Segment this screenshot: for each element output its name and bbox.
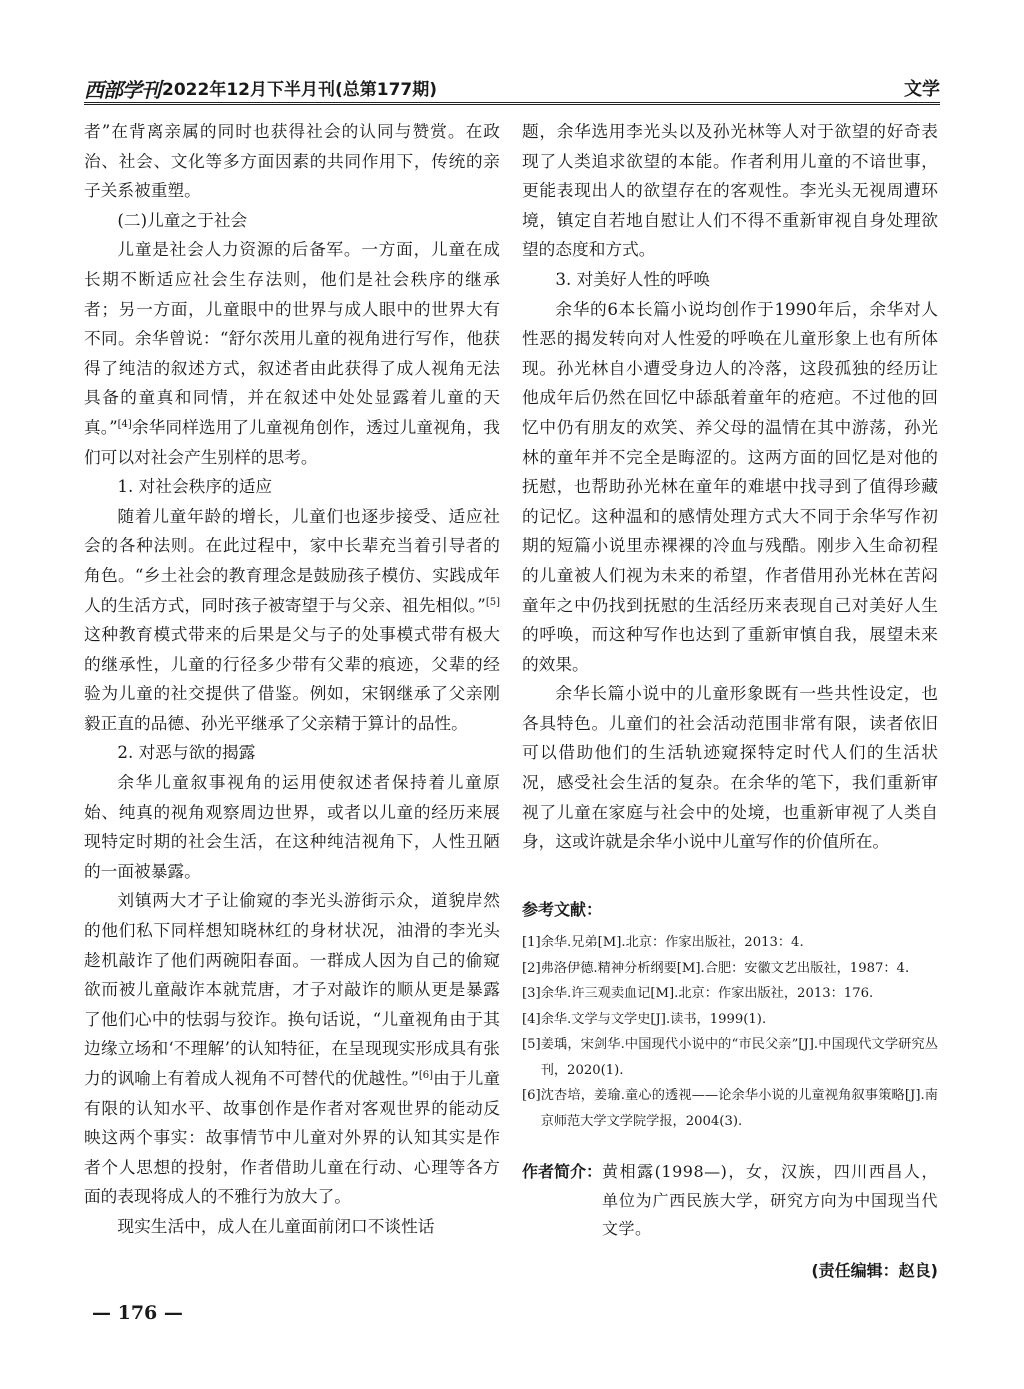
paragraph-text: 刘镇两大才子让偷窥的李光头游街示众，道貌岸然的他们私下同样想知晓林红的身材状况，油滑的李光头趁机敲诈了他们两碗阳春面。一群成人因为自己的偷窥欲而被儿童敲诈本就荒唐，才子对敲诈的顺从更是暴露了他们心中的怯弱与狡诈。换句话说，“儿童视角由于其边缘立场和‘不理解’的认知特征，在呈现现实形成具有张力的讽喻上有着成人视角不可替代的优越性。” — [84, 890, 500, 1088]
journal-logo: 西部学刊 — [84, 78, 160, 102]
page-number: — 176 — — [92, 1302, 183, 1324]
paragraph — [84, 886, 500, 1212]
author-bio-label: 作者简介： — [522, 1162, 603, 1182]
reference-number: [6] — [522, 1088, 541, 1104]
section-label: 文学 — [904, 79, 940, 100]
paragraph — [84, 235, 500, 472]
reference-item — [522, 981, 938, 1007]
reference-text: 姜瑀，宋剑华.中国现代小说中的“市民父亲”[J].中国现代文学研究丛刊，2020(1). — [540, 1037, 938, 1078]
author-bio — [522, 1158, 938, 1244]
subsection-heading: 1. 对社会秩序的适应 — [117, 476, 273, 497]
paragraph: 者”在背离亲属的同时也获得社会的认同与赞赏。在政治、社会、文化等多方面因素的共同作用下，传统的亲子关系被重塑。 — [84, 121, 500, 201]
section-heading: (二)儿童之于社会 — [117, 209, 248, 230]
paragraph-text: 余华同样选用了儿童视角创作，透过儿童视角，我们可以对社会产生别样的思考。 — [84, 416, 500, 467]
reference-number: [5] — [522, 1037, 541, 1053]
author-bio-text: 黄相露(1998—)，女，汉族，四川西昌人，单位为广西民族大学，研究方向为中国现当代文学。 — [602, 1162, 938, 1239]
reference-number: [3] — [522, 986, 541, 1002]
paragraph: 题，余华选用李光头以及孙光林等人对于欲望的好奇表现了人类追求欲望的本能。作者利用儿童的不谙世事，更能表现出人的欲望存在的客观性。李光头无视周遭环境，镇定自若地自慰让人们不得不重新审视自身处理欲望的态度和方式。 — [522, 121, 938, 260]
subsection-heading: 2. 对恶与欲的揭露 — [117, 742, 256, 763]
paragraph-text: 这种教育模式带来的后果是父与子的处事模式带有极大的继承性，儿童的行径多少带有父辈的痕迹，父辈的经验为儿童的社交提供了借鉴。例如，宋钢继承了父亲刚毅正直的品德、孙光平继承了父亲精于算计的品性。 — [84, 624, 500, 733]
reference-item — [522, 930, 938, 956]
paragraph-text: 随着儿童年龄的增长，儿童们也逐步接受、适应社会的各种法则。在此过程中，家中长辈充当着引导者的角色。“乡土社会的教育理念是鼓励孩子模仿、实践成年人的生活方式，同时孩子被寄望于与父亲、祖先相似。” — [84, 505, 500, 615]
paragraph — [84, 502, 500, 739]
reference-number: [2] — [522, 960, 541, 976]
subsection-heading: 3. 对美好人性的呼唤 — [555, 268, 711, 289]
citation-marker: [6] — [418, 1070, 434, 1081]
reference-text: 余华.许三观卖血记[M].北京：作家出版社，2013：176. — [540, 986, 874, 1002]
left-column — [84, 117, 500, 1242]
reference-number: [4] — [522, 1011, 541, 1027]
references-title: 参考文献： — [522, 899, 603, 919]
paragraph-text: 儿童是社会人力资源的后备军。一方面，儿童在成长期不断适应社会生存法则，他们是社会秩序的继承者；另一方面，儿童眼中的世界与成人眼中的世界大有不同。余华曾说：“舒尔茨用儿童的视角进行写作，他获得了纯洁的叙述方式，叙述者由此获得了成人视角无法具备的童真和同情，并在叙述中处处显露着儿童的天真。” — [84, 239, 500, 437]
reference-text: 沈杏培，姜瑜.童心的透视——论余华小说的儿童视角叙事策略[J].南京师范大学文学院学报，2004(3). — [540, 1088, 938, 1129]
paragraph: 余华的6本长篇小说均创作于1990年后，余华对人性恶的揭发转向对人性爱的呼唤在儿童形象上也有所体现。孙光林自小遭受身边人的冷落，这段孤独的经历让他成年后仍然在回忆中舔舐着童年的疮疤。不过他的回忆中仍有朋友的欢笑、养父母的温情在其中游荡，孙光林的童年并不完全是晦涩的。这两方面的回忆是对他的抚慰，也帮助孙光林在童年的难堪中找寻到了值得珍藏的记忆。这种温和的感情处理方式大不同于余华写作初期的短篇小说里赤裸裸的冷血与残酷。刚步入生命初程的儿童被人们视为未来的希望，作者借用孙光林在苦闷童年之中仍找到抚慰的生活经历来表现自己对美好人生的呼唤，而这种写作也达到了重新审慎自我，展望未来的效果。 — [522, 298, 938, 674]
reference-text: 弗洛伊德.精神分析纲要[M].合肥：安徽文艺出版社，1987：4. — [540, 960, 910, 976]
reference-text: 余华.文学与文学史[J].读书，1999(1). — [540, 1011, 767, 1027]
paragraph: 余华长篇小说中的儿童形象既有一些共性设定，也各具特色。儿童们的社会活动范围非常有限，读者依旧可以借助他们的生活轨迹窥探特定时代人们的生活状况，感受社会生活的复杂。在余华的笔下，我们重新审视了儿童在家庭与社会中的处境，也重新审视了人类自身，这或许就是余华小说中儿童写作的价值所在。 — [522, 683, 938, 852]
reference-item — [522, 1007, 938, 1033]
citation-marker: [4] — [117, 418, 132, 430]
responsible-editor: (责任编辑：赵良) — [811, 1260, 938, 1280]
citation-marker: [5] — [485, 596, 500, 608]
running-header — [84, 72, 940, 105]
reference-item — [522, 1083, 938, 1134]
paragraph: 现实生活中，成人在儿童面前闭口不谈性话 — [117, 1215, 435, 1236]
paragraph: 余华儿童叙事视角的运用使叙述者保持着儿童原始、纯真的视角观察周边世界，或者以儿童的经历来展现特定时期的社会生活，在这种纯洁视角下，人性丑陋的一面被暴露。 — [84, 772, 500, 881]
references-list — [522, 930, 938, 1134]
issue-info: 2022年12月下半月刊(总第177期) — [162, 80, 437, 100]
reference-item — [522, 1032, 938, 1083]
reference-number: [1] — [522, 935, 541, 951]
reference-text: 余华.兄弟[M].北京：作家出版社，2013：4. — [540, 935, 804, 951]
reference-item — [522, 956, 938, 982]
right-column — [522, 117, 938, 1286]
paragraph-text: 由于儿童有限的认知水平、故事创作是作者对客观世界的能动反映这两个事实：故事情节中儿童对外界的认知其实是作者个人思想的投射，作者借助儿童在行动、心理等各方面的表现将成人的不雅行为放大了。 — [84, 1068, 501, 1207]
